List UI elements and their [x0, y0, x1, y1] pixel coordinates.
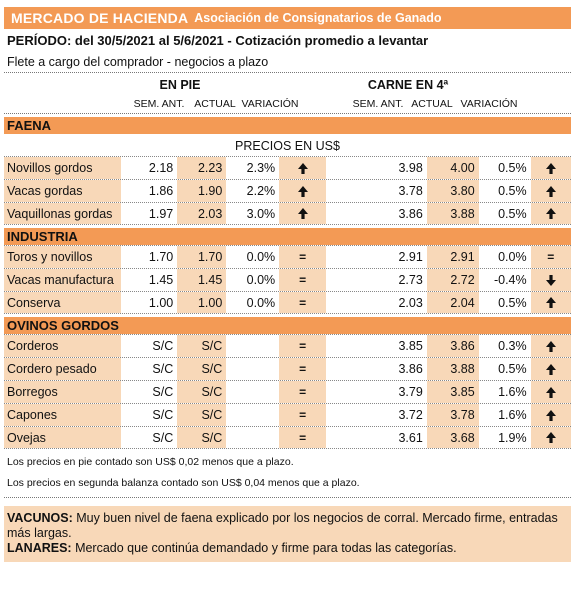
- carne-variacion: 0.5%: [479, 157, 531, 179]
- vacunos-label: VACUNOS:: [7, 511, 73, 525]
- up-arrow-icon: [531, 404, 571, 426]
- pie-actual: 1.45: [177, 269, 226, 291]
- table-row: [4, 380, 571, 403]
- pie-variacion: [226, 404, 279, 426]
- pie-sem-ant: S/C: [121, 427, 178, 448]
- up-arrow-icon: [531, 358, 571, 380]
- carne-sem-ant: 3.61: [371, 427, 427, 448]
- category-name: Borregos: [4, 381, 121, 403]
- pie-actual: 1.00: [177, 292, 226, 313]
- pie-actual: S/C: [177, 404, 226, 426]
- up-arrow-icon: [531, 157, 571, 179]
- col-sem-ant-carne: SEM. ANT.: [352, 98, 404, 110]
- carne-variacion: 0.5%: [479, 180, 531, 202]
- carne-sem-ant: 3.78: [371, 180, 427, 202]
- table-row: [4, 245, 571, 268]
- equal-icon: =: [279, 269, 326, 291]
- carne-actual: 2.04: [427, 292, 479, 313]
- carne-actual: 4.00: [427, 157, 479, 179]
- up-arrow-icon: [531, 381, 571, 403]
- carne-sem-ant: 2.73: [371, 269, 427, 291]
- equal-icon: =: [279, 404, 326, 426]
- carne-variacion: 0.5%: [479, 358, 531, 380]
- price-notes: [4, 449, 571, 497]
- column-headers: [4, 95, 571, 114]
- vacunos-text: Muy buen nivel de faena explicado por los negocios de corral. Mercado firme, entradas más largas.: [7, 511, 558, 540]
- carne-variacion: 1.9%: [479, 427, 531, 448]
- category-name: Vacas gordas: [4, 180, 121, 202]
- carne-variacion: 0.0%: [479, 246, 531, 268]
- section-header: FAENA: [4, 114, 571, 134]
- carne-variacion: 0.3%: [479, 335, 531, 357]
- up-arrow-icon: [279, 180, 326, 202]
- pie-actual: 2.03: [177, 203, 226, 224]
- table-row: [4, 291, 571, 314]
- market-report: [4, 7, 571, 562]
- pie-sem-ant: 1.86: [121, 180, 178, 202]
- currency-label: PRECIOS EN US$: [235, 139, 340, 153]
- pie-variacion: [226, 427, 279, 448]
- category-name: Vaquillonas gordas: [4, 203, 121, 224]
- note-balanza: Los precios en segunda balanza contado son US$ 0,04 menos que a plazo.: [7, 477, 360, 489]
- pie-variacion: 0.0%: [226, 269, 279, 291]
- carne-actual: 3.78: [427, 404, 479, 426]
- pie-sem-ant: S/C: [121, 335, 178, 357]
- col-variacion-carne: VARIACIÓN: [460, 98, 518, 110]
- category-name: Toros y novillos: [4, 246, 121, 268]
- pie-actual: S/C: [177, 427, 226, 448]
- table-row: [4, 357, 571, 380]
- equal-icon: =: [279, 335, 326, 357]
- table-row: [4, 202, 571, 225]
- table-row: [4, 179, 571, 202]
- carne-variacion: 0.5%: [479, 203, 531, 224]
- up-arrow-icon: [531, 292, 571, 313]
- pie-variacion: 0.0%: [226, 246, 279, 268]
- pie-variacion: 3.0%: [226, 203, 279, 224]
- equal-icon: =: [279, 246, 326, 268]
- carne-variacion: 0.5%: [479, 292, 531, 313]
- carne-actual: 3.85: [427, 381, 479, 403]
- col-actual-carne: ACTUAL: [411, 98, 453, 110]
- group-carne: CARNE EN 4ª: [367, 78, 449, 92]
- category-name: Vacas manufactura: [4, 269, 121, 291]
- pie-sem-ant: 1.97: [121, 203, 178, 224]
- carne-actual: 3.88: [427, 358, 479, 380]
- pie-actual: S/C: [177, 358, 226, 380]
- carne-actual: 2.91: [427, 246, 479, 268]
- category-name: Capones: [4, 404, 121, 426]
- pie-sem-ant: S/C: [121, 404, 178, 426]
- up-arrow-icon: [531, 427, 571, 448]
- category-name: Cordero pesado: [4, 358, 121, 380]
- lanares-text: Mercado que continúa demandado y firme para todas las categorías.: [71, 541, 457, 555]
- equal-icon: =: [531, 246, 571, 268]
- market-summary: [4, 506, 571, 562]
- pie-sem-ant: 2.18: [121, 157, 178, 179]
- category-name: Conserva: [4, 292, 121, 313]
- carne-variacion: 1.6%: [479, 404, 531, 426]
- carne-sem-ant: 3.98: [371, 157, 427, 179]
- pie-sem-ant: S/C: [121, 358, 178, 380]
- carne-sem-ant: 3.72: [371, 404, 427, 426]
- table-row: [4, 403, 571, 426]
- section-rows: [4, 334, 571, 449]
- carne-sem-ant: 3.86: [371, 203, 427, 224]
- equal-icon: =: [279, 292, 326, 313]
- summary-vacunos: [7, 511, 568, 541]
- equal-icon: =: [279, 358, 326, 380]
- category-name: Ovejas: [4, 427, 121, 448]
- carne-variacion: -0.4%: [479, 269, 531, 291]
- period-line: PERÍODO: del 30/5/2021 al 5/6/2021 - Cotización promedio a levantar: [7, 32, 429, 48]
- pie-sem-ant: 1.70: [121, 246, 178, 268]
- carne-actual: 2.72: [427, 269, 479, 291]
- col-variacion-pie: VARIACIÓN: [241, 98, 299, 110]
- pie-actual: S/C: [177, 381, 226, 403]
- pie-actual: 1.70: [177, 246, 226, 268]
- up-arrow-icon: [531, 335, 571, 357]
- pie-sem-ant: S/C: [121, 381, 178, 403]
- report-banner: [4, 7, 571, 29]
- summary-lanares: [7, 541, 568, 556]
- up-arrow-icon: [531, 203, 571, 224]
- carne-sem-ant: 3.85: [371, 335, 427, 357]
- carne-actual: 3.68: [427, 427, 479, 448]
- note-pie: Los precios en pie contado son US$ 0,02 menos que a plazo.: [7, 456, 294, 468]
- banner-title: MERCADO DE HACIENDA: [11, 10, 189, 26]
- equal-icon: =: [279, 381, 326, 403]
- pie-variacion: [226, 358, 279, 380]
- carne-actual: 3.88: [427, 203, 479, 224]
- freight-note: Flete a cargo del comprador - negocios a plazo: [7, 54, 269, 69]
- col-sem-ant-pie: SEM. ANT.: [133, 98, 185, 110]
- price-table: [4, 114, 571, 449]
- pie-variacion: 2.3%: [226, 157, 279, 179]
- pie-sem-ant: 1.00: [121, 292, 178, 313]
- category-name: Corderos: [4, 335, 121, 357]
- pie-variacion: 2.2%: [226, 180, 279, 202]
- carne-variacion: 1.6%: [479, 381, 531, 403]
- carne-sem-ant: 3.86: [371, 358, 427, 380]
- section-rows: [4, 245, 571, 314]
- up-arrow-icon: [279, 157, 326, 179]
- pie-actual: S/C: [177, 335, 226, 357]
- table-row: [4, 426, 571, 449]
- equal-icon: =: [279, 427, 326, 448]
- pie-variacion: [226, 335, 279, 357]
- carne-sem-ant: 2.91: [371, 246, 427, 268]
- up-arrow-icon: [279, 203, 326, 224]
- table-row: [4, 334, 571, 357]
- section-header: INDUSTRIA: [4, 225, 571, 245]
- section-header: OVINOS GORDOS: [4, 314, 571, 334]
- up-arrow-icon: [531, 180, 571, 202]
- pie-actual: 1.90: [177, 180, 226, 202]
- carne-sem-ant: 2.03: [371, 292, 427, 313]
- pie-sem-ant: 1.45: [121, 269, 178, 291]
- group-headers: [4, 73, 571, 95]
- category-name: Novillos gordos: [4, 157, 121, 179]
- lanares-label: LANARES:: [7, 541, 72, 555]
- col-actual-pie: ACTUAL: [194, 98, 236, 110]
- carne-actual: 3.80: [427, 180, 479, 202]
- banner-subtitle: Asociación de Consignatarios de Ganado: [194, 11, 442, 25]
- carne-sem-ant: 3.79: [371, 381, 427, 403]
- section-rows: [4, 156, 571, 225]
- table-row: [4, 156, 571, 179]
- table-row: [4, 268, 571, 291]
- group-en-pie: EN PIE: [159, 78, 201, 92]
- pie-actual: 2.23: [177, 157, 226, 179]
- pie-variacion: 0.0%: [226, 292, 279, 313]
- carne-actual: 3.86: [427, 335, 479, 357]
- down-arrow-icon: [531, 269, 571, 291]
- pie-variacion: [226, 381, 279, 403]
